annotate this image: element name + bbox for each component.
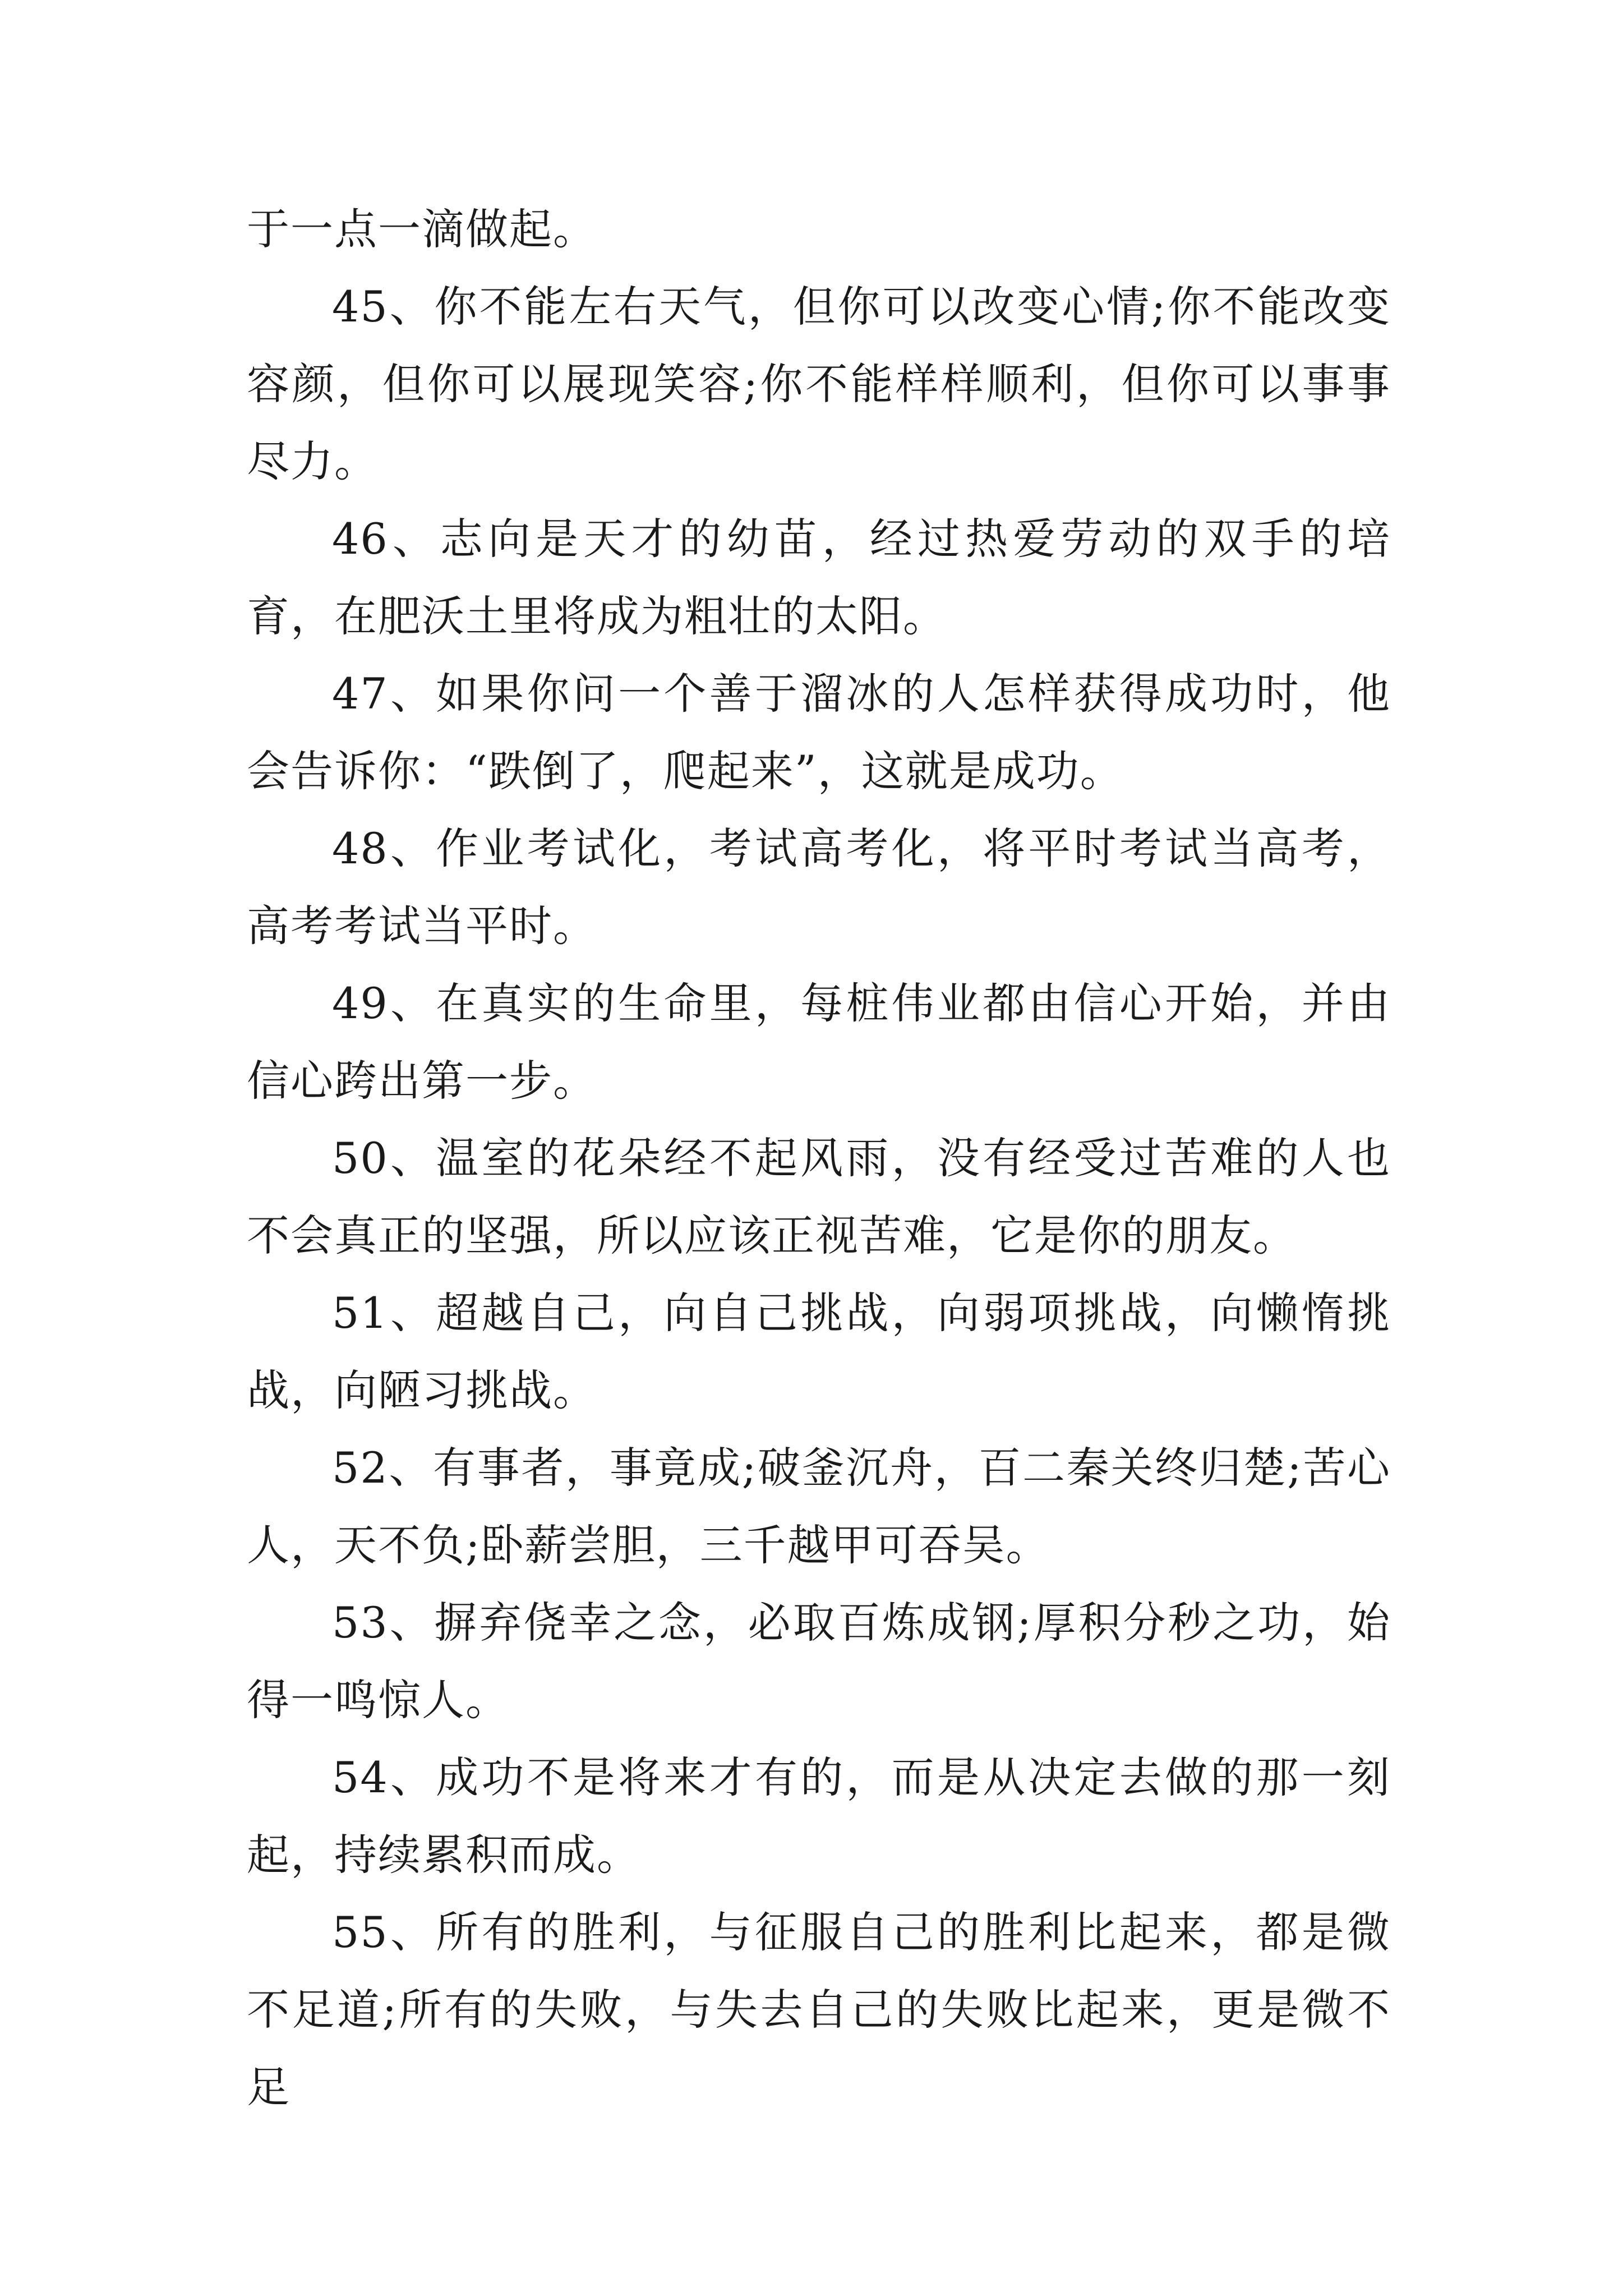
paragraph-55: 55、所有的胜利，与征服自己的胜利比起来，都是微不足道;所有的失败，与失去自己的失败比起来，更是微不足 [247,1907,1391,2112]
paragraph-45: 45、你不能左右天气，但你可以改变心情;你不能改变容颜，但你可以展现笑容;你不能样样顺利，但你可以事事尽力。 [247,282,1391,486]
paragraph-52: 52、有事者，事竟成;破釜沉舟，百二秦关终归楚;苦心人，天不负;卧薪尝胆，三千越甲可吞吴。 [247,1443,1391,1570]
paragraph-47: 47、如果你问一个善于溜冰的人怎样获得成功时，他会告诉你：“跌倒了，爬起来”，这就是成功。 [247,669,1391,796]
document-body [247,191,1391,2126]
paragraph-46: 46、志向是天才的幼苗，经过热爱劳动的双手的培育，在肥沃土里将成为粗壮的太阳。 [247,514,1391,641]
paragraph-53: 53、摒弃侥幸之念，必取百炼成钢;厚积分秒之功，始得一鸣惊人。 [247,1598,1391,1725]
paragraph-54: 54、成功不是将来才有的，而是从决定去做的那一刻起，持续累积而成。 [247,1752,1391,1880]
paragraph-44-continuation: 于一点一滴做起。 [247,204,597,254]
paragraph-51: 51、超越自己，向自己挑战，向弱项挑战，向懒惰挑战，向陋习挑战。 [247,1288,1391,1415]
paragraph-48: 48、作业考试化，考试高考化，将平时考试当高考，高考考试当平时。 [247,823,1391,951]
paragraph-50: 50、温室的花朵经不起风雨，没有经受过苦难的人也不会真正的坚强，所以应该正视苦难，它是你的朋友。 [247,1133,1391,1260]
paragraph-49: 49、在真实的生命里，每桩伟业都由信心开始，并由信心跨出第一步。 [247,978,1391,1106]
